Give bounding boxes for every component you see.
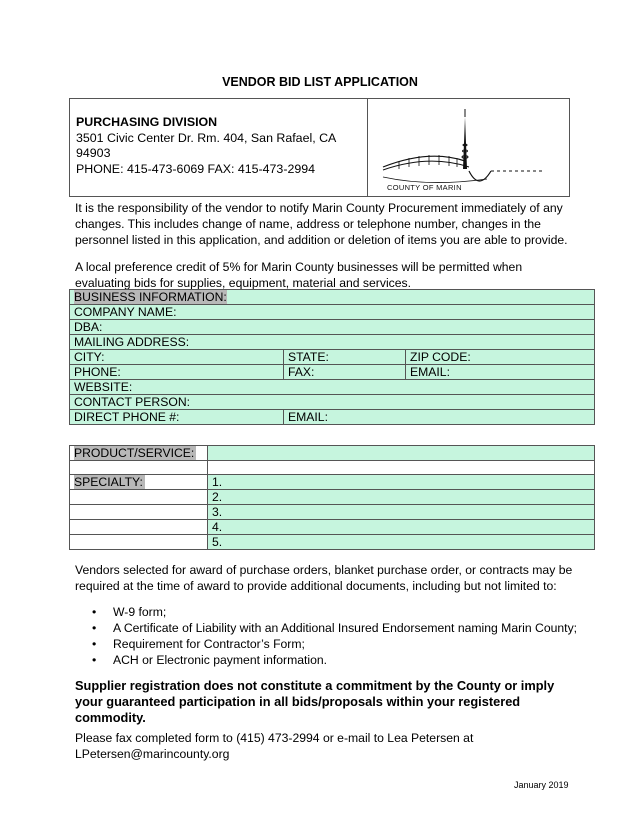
zip-label: ZIP CODE:	[410, 350, 471, 364]
specialty-field-5[interactable]	[208, 535, 595, 550]
direct-phone-field[interactable]	[70, 410, 284, 425]
contact-person-label: CONTACT PERSON:	[74, 395, 191, 409]
specialty-number-3: 3.	[212, 505, 223, 520]
fax-label: FAX:	[288, 365, 315, 379]
specialty-field-4[interactable]	[208, 520, 595, 535]
fax-field[interactable]	[284, 365, 406, 380]
mailing-address-field[interactable]	[70, 335, 595, 350]
specialty-field-3[interactable]	[208, 505, 595, 520]
specialty-number-2: 2.	[212, 490, 223, 505]
vendors-paragraph: Vendors selected for award of purchase orders, blanket purchase order, or contracts may be required at the time of award to provide additional documents, including but not limited to:	[75, 563, 573, 593]
company-name-label: COMPANY NAME:	[74, 305, 177, 319]
intro-paragraph: It is the responsibility of the vendor to notify Marin County Procurement immediately of any changes. This includes change of name, address or telephone number, changes in the personnel listed in this application, and addition or deletion of items you are able to provide.	[75, 201, 568, 247]
specialty-blank-3	[70, 505, 208, 520]
product-service-label: PRODUCT/SERVICE:	[74, 446, 195, 460]
specialty-field-1[interactable]	[208, 475, 595, 490]
specialty-number-5: 5.	[212, 535, 223, 550]
business-info-label: BUSINESS INFORMATION:	[74, 290, 227, 304]
business-info-table	[69, 289, 595, 425]
contact-email-label: EMAIL:	[288, 410, 328, 424]
revision-date: January 2019	[514, 780, 569, 790]
contact-person-field[interactable]	[70, 395, 595, 410]
phone-field[interactable]	[70, 365, 284, 380]
product-blank-cell	[70, 461, 208, 475]
zip-field[interactable]	[406, 350, 595, 365]
product-service-field[interactable]	[208, 446, 595, 461]
product-blank-field[interactable]	[208, 461, 595, 475]
website-label: WEBSITE:	[74, 380, 133, 394]
specialty-label: SPECIALTY:	[74, 475, 143, 490]
business-info-heading	[70, 290, 595, 305]
specialty-number-1: 1.	[212, 475, 223, 490]
division-name: PURCHASING DIVISION	[76, 115, 218, 129]
form-title: VENDOR BID LIST APPLICATION	[222, 75, 418, 89]
contact-email-field[interactable]	[284, 410, 595, 425]
state-field[interactable]	[284, 350, 406, 365]
fax-instructions: Please fax completed form to (415) 473-2994 or e-mail to Lea Petersen at LPetersen@marincounty.org	[75, 731, 474, 761]
city-field[interactable]	[70, 350, 284, 365]
list-item: • Requirement for Contractor’s Form;	[92, 636, 577, 652]
division-address: 3501 Civic Center Dr. Rm. 404, San Rafael, CA 94903	[76, 130, 336, 160]
specialty-blank-2	[70, 490, 208, 505]
email-label: EMAIL:	[410, 365, 450, 379]
mailing-address-label: MAILING ADDRESS:	[74, 335, 190, 349]
preference-paragraph: A local preference credit of 5% for Marin County businesses will be permitted when evaluating bids for supplies, equipment, material and services.	[75, 260, 523, 290]
website-field[interactable]	[70, 380, 595, 395]
dba-label: DBA:	[74, 320, 103, 334]
purchasing-contact	[70, 99, 368, 196]
company-name-field[interactable]	[70, 305, 595, 320]
logo-text: COUNTY OF MARIN	[387, 183, 462, 192]
specialty-number-4: 4.	[212, 520, 223, 535]
list-item: • A Certificate of Liability with an Additional Insured Endorsement naming Marin County;	[92, 620, 577, 636]
specialty-blank-4	[70, 520, 208, 535]
phone-label: PHONE:	[74, 365, 121, 379]
direct-phone-label: DIRECT PHONE #:	[74, 410, 180, 424]
list-item: • ACH or Electronic payment information.	[92, 652, 577, 668]
required-documents-list	[92, 604, 577, 668]
specialty-label-cell	[70, 475, 208, 490]
product-service-label-cell	[70, 446, 208, 461]
disclaimer-paragraph: Supplier registration does not constitute a commitment by the County or imply your guaranteed participation in all bids/proposals within your registered commodity.	[75, 678, 555, 725]
product-service-table	[69, 445, 595, 550]
division-phone-fax: PHONE: 415-473-6069 FAX: 415-473-2994	[76, 161, 316, 176]
city-label: CITY:	[74, 350, 105, 364]
specialty-blank-5	[70, 535, 208, 550]
list-item: • W-9 form;	[92, 604, 577, 620]
specialty-field-2[interactable]	[208, 490, 595, 505]
county-logo	[369, 99, 569, 196]
email-field[interactable]	[406, 365, 595, 380]
dba-field[interactable]	[70, 320, 595, 335]
header-box	[69, 98, 570, 197]
state-label: STATE:	[288, 350, 329, 364]
